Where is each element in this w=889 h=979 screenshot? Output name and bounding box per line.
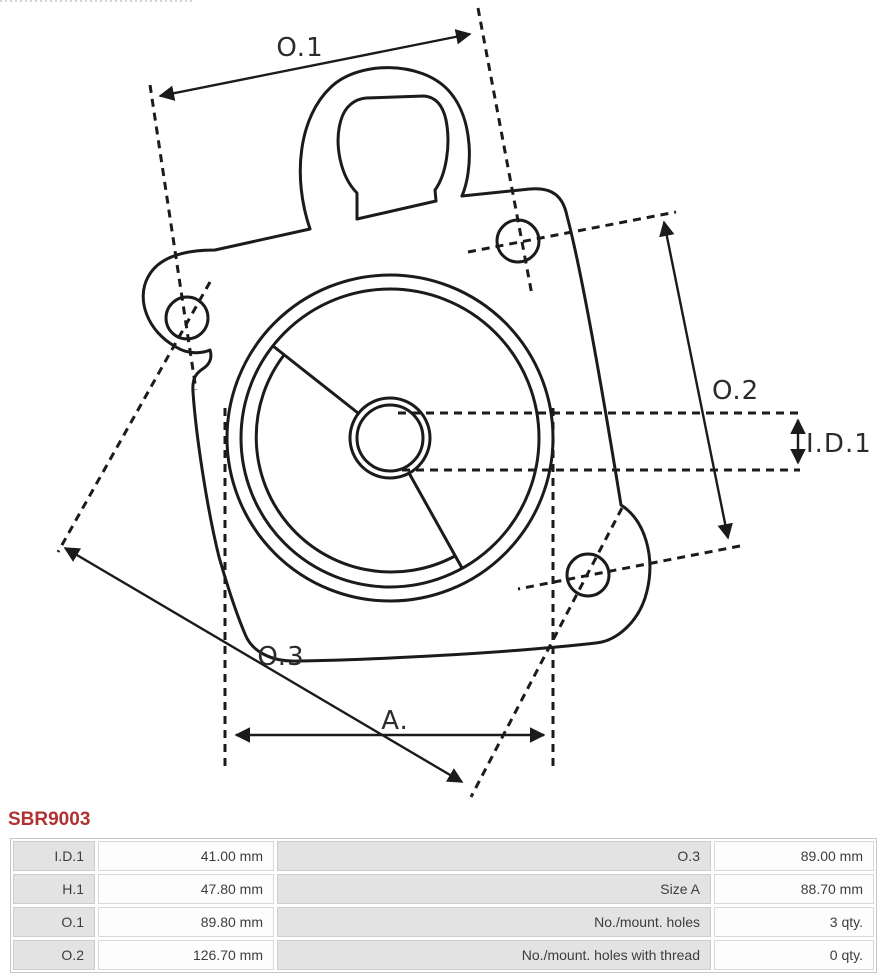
spec-value: 88.70 mm	[714, 874, 874, 904]
sector-arc	[256, 355, 455, 572]
spec-value: 89.80 mm	[98, 907, 274, 937]
shaft-hub-inner	[357, 405, 423, 471]
mounting-hole-left	[166, 297, 208, 339]
mounting-hole-top-right	[497, 220, 539, 262]
centerlines	[58, 8, 800, 797]
part-number-title: SBR9003	[8, 809, 91, 830]
id1-label: I.D.1	[806, 429, 872, 459]
spec-label: O.3	[277, 841, 711, 871]
sector-radial-lower	[409, 473, 462, 568]
spec-value: 126.70 mm	[98, 940, 274, 970]
boss-inner-circle	[241, 289, 539, 587]
spec-label: O.1	[13, 907, 95, 937]
centerline-bottomright-hole-shallow	[518, 546, 740, 589]
spec-value: 0 qty.	[714, 940, 874, 970]
spec-label: I.D.1	[13, 841, 95, 871]
dimension-labels	[257, 33, 871, 736]
o1-label: O.1	[276, 33, 324, 63]
centerline-topright-hole-steep	[478, 8, 532, 295]
spec-value: 3 qty.	[714, 907, 874, 937]
a-label: A.	[381, 706, 409, 736]
sector-radial-upper	[273, 346, 358, 413]
dimension-arrows	[65, 34, 798, 782]
spec-value: 47.80 mm	[98, 874, 274, 904]
spec-value: 89.00 mm	[714, 841, 874, 871]
o3-label: O.3	[257, 642, 305, 672]
part-outline	[143, 68, 650, 661]
spec-label: O.2	[13, 940, 95, 970]
spec-label: H.1	[13, 874, 95, 904]
spec-value: 41.00 mm	[98, 841, 274, 871]
spec-label: No./mount. holes with thread	[277, 940, 711, 970]
spec-label: No./mount. holes	[277, 907, 711, 937]
boss-outer-circle	[227, 275, 553, 601]
shaft-hub-outer	[350, 398, 430, 478]
o2-label: O.2	[712, 376, 760, 406]
spec-table	[10, 838, 877, 973]
spec-label: Size A	[277, 874, 711, 904]
lifting-eye-outer	[300, 68, 469, 229]
centerline-left-hole-to-o3	[58, 282, 210, 552]
flange-edge-through-eye	[357, 201, 436, 219]
